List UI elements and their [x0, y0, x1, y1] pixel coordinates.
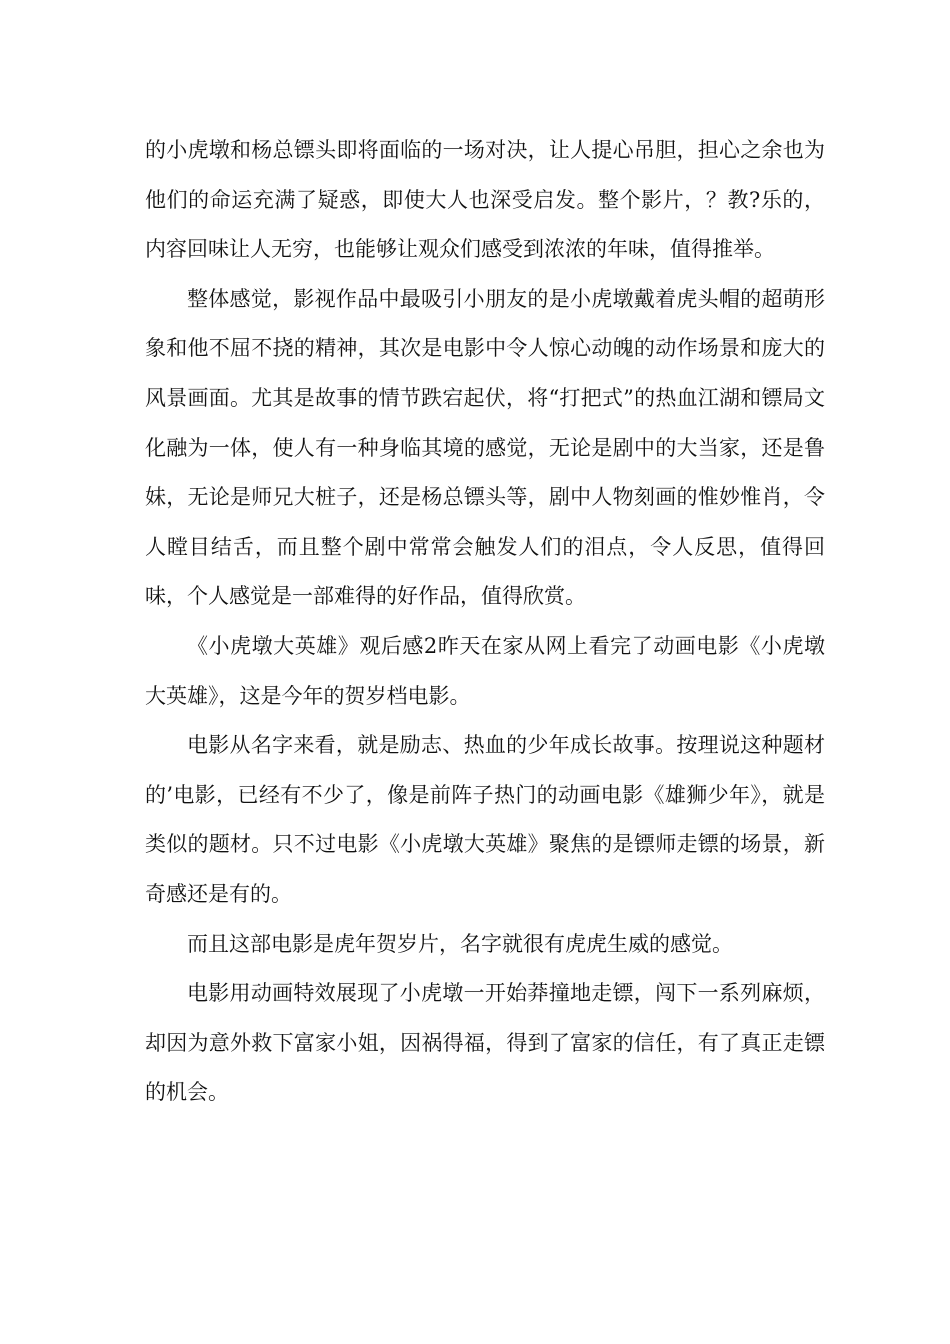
paragraph-6: 电影用动画特效展现了小虎墩一开始莽撞地走镖，闯下一系列麻烦，却因为意外救下富家小姐，因祸得福，得到了富家的信任，有了真正走镖的机会。 [145, 981, 825, 1105]
document-body [145, 126, 825, 1118]
paragraph-3: 《小虎墩大英雄》观后感2昨天在家从网上看完了动画电影《小虎墩大英雄》，这是今年的贺岁档电影。 [145, 633, 825, 708]
paragraph-2: 整体感觉，影视作品中最吸引小朋友的是小虎墩戴着虎头帽的超萌形象和他不屈不挠的精神，其次是电影中令人惊心动魄的动作场景和庞大的风景画面。尤其是故事的情节跌宕起伏，将“打把式”的热血江湖和镖局文化融为一体，使人有一种身临其境的感觉，无论是剧中的大当家，还是鲁妹，无论是师兄大桩子，还是杨总镖头等，剧中人物刻画的惟妙惟肖，令人瞠目结舌，而且整个剧中常常会触发人们的泪点，令人反思，值得回味，个人感觉是一部难得的好作品，值得欣赏。 [145, 286, 825, 609]
paragraph-4: 电影从名字来看，就是励志、热血的少年成长故事。按理说这种题材的’电影，已经有不少了，像是前阵子热门的动画电影《雄狮少年》，就是类似的题材。只不过电影《小虎墩大英雄》聚焦的是镖师走镖的场景，新奇感还是有的。 [145, 733, 825, 906]
paragraph-5: 而且这部电影是虎年贺岁片，名字就很有虎虎生威的感觉。 [187, 931, 733, 956]
paragraph-1: 的小虎墩和杨总镖头即将面临的一场对决，让人提心吊胆，担心之余也为他们的命运充满了疑惑，即使大人也深受启发。整个影片，？教?乐的，内容回味让人无穷，也能够让观众们感受到浓浓的年味，值得推举。 [145, 138, 825, 262]
